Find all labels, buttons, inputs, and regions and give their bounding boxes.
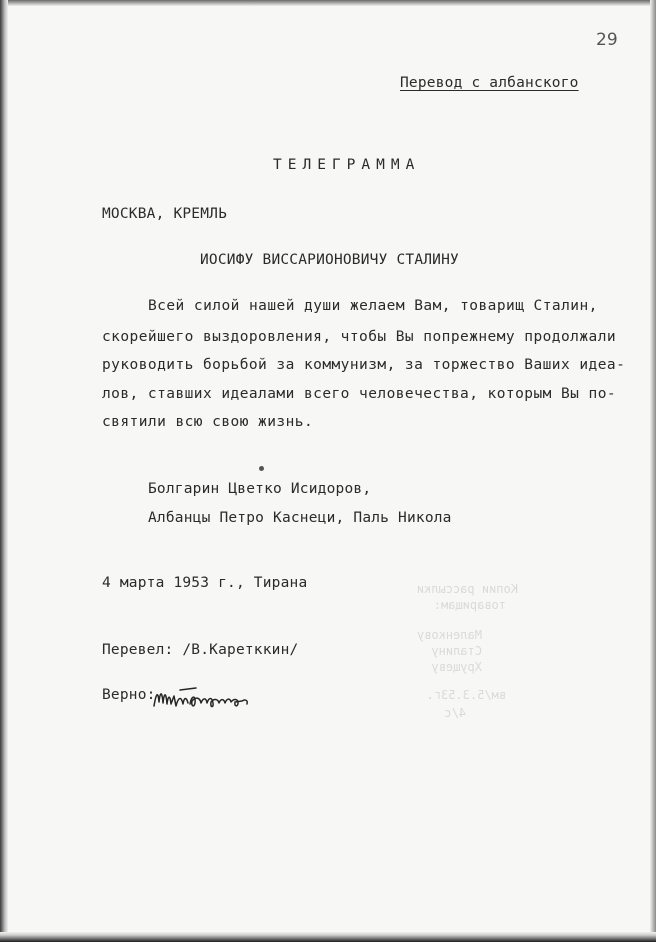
- ink-dot: [259, 466, 264, 471]
- recipient-address: МОСКВА, КРЕМЛЬ: [102, 206, 228, 222]
- body-line: лов, ставших идеалами всего человечества, которым Вы по-: [102, 386, 617, 402]
- body-line: скорейшего выздоровления, чтобы Вы попрежнему продолжали: [102, 329, 617, 345]
- bleed-line: Сталину: [431, 644, 482, 658]
- document-type-title: ТЕЛЕГРАММА: [273, 157, 421, 173]
- scan-edge-top: [0, 0, 656, 6]
- translator-line: Перевел: /В.Каретккин/: [102, 642, 299, 658]
- signatory-line: Албанцы Петро Каснеци, Паль Никола: [148, 510, 452, 526]
- scan-edge-bottom: [0, 932, 656, 942]
- bleed-line: вм/5.3.53г.: [426, 688, 506, 702]
- bleed-line: Маленкову: [416, 628, 482, 642]
- body-line: руководить борьбой за коммунизм, за торжество Ваших идеа-: [102, 357, 626, 373]
- handwritten-signature: [150, 684, 260, 722]
- bleed-through-text: [388, 582, 578, 722]
- translation-note: Перевод с албанского: [400, 75, 579, 91]
- bleed-line: товарищам:: [433, 598, 506, 612]
- signature-scribble-icon: [150, 684, 260, 718]
- archive-page-number: 29: [596, 30, 618, 50]
- body-line: святили всю свою жизнь.: [102, 414, 314, 430]
- verified-label: Верно:: [102, 687, 156, 703]
- signatory-line: Болгарин Цветко Исидоров,: [148, 481, 372, 497]
- date-and-place: 4 марта 1953 г., Тирана: [102, 575, 308, 591]
- body-line: Всей силой нашей души желаем Вам, товарищ Сталин,: [148, 298, 598, 314]
- scan-edge-right: [650, 0, 656, 942]
- bleed-line: Копии рассылки: [416, 582, 518, 596]
- bleed-line: 4/с: [444, 706, 466, 720]
- scan-edge-left: [0, 0, 8, 942]
- bleed-line: Хрущеву: [431, 660, 482, 674]
- recipient-name: ИОСИФУ ВИССАРИОНОВИЧУ СТАЛИНУ: [200, 252, 459, 268]
